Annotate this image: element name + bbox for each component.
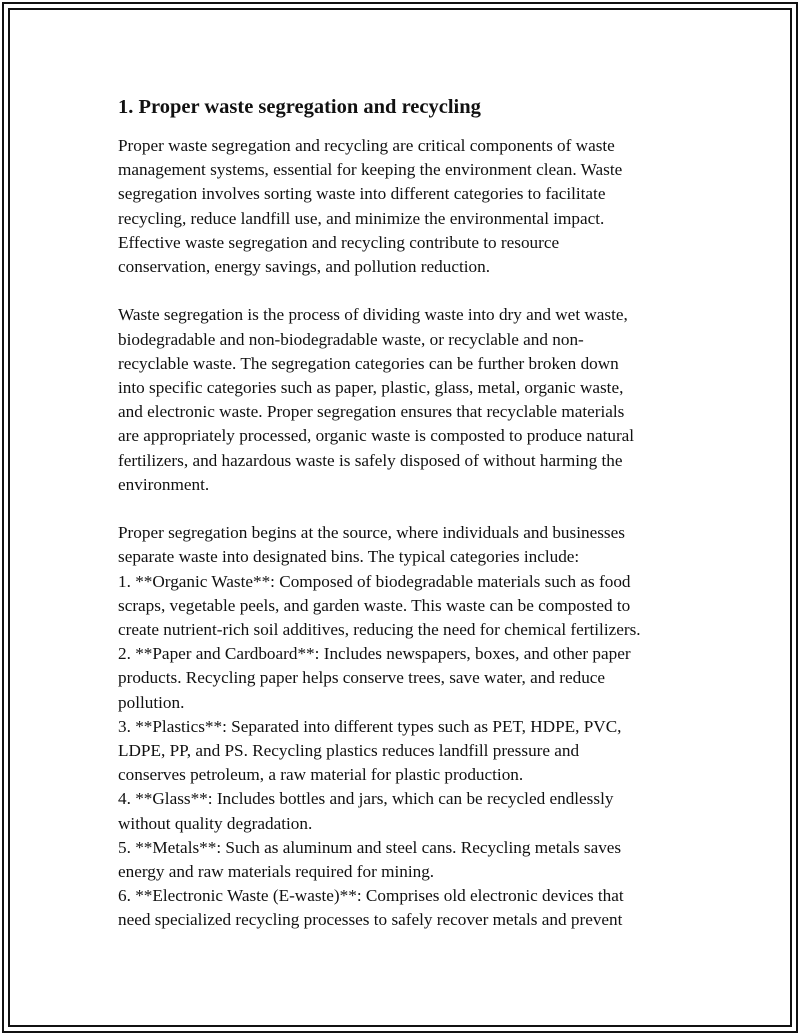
list-item-glass: 4. **Glass**: Includes bottles and jars, which can be recycled endlessly bbox=[118, 789, 614, 809]
paragraph-intro bbox=[118, 134, 698, 279]
text-line: segregation involves sorting waste into different categories to facilitate bbox=[118, 184, 606, 204]
text-line: Effective waste segregation and recycling contribute to resource bbox=[118, 232, 560, 252]
text-line: Proper segregation begins at the source, where individuals and businesses bbox=[118, 523, 625, 543]
text-line: conserves petroleum, a raw material for plastic production. bbox=[118, 765, 524, 785]
text-line: scraps, vegetable peels, and garden waste. This waste can be composted to bbox=[118, 595, 631, 615]
text-line: pollution. bbox=[118, 692, 185, 712]
text-line: products. Recycling paper helps conserve trees, save water, and reduce bbox=[118, 668, 606, 688]
text-line: are appropriately processed, organic waste is composted to produce natural bbox=[118, 426, 635, 446]
text-line: conservation, energy savings, and pollution reduction. bbox=[118, 257, 490, 277]
text-line: LDPE, PP, and PS. Recycling plastics reduces landfill pressure and bbox=[118, 741, 580, 761]
text-line: fertilizers, and hazardous waste is safely disposed of without harming the bbox=[118, 450, 623, 470]
text-line: environment. bbox=[118, 474, 210, 494]
text-line: without quality degradation. bbox=[118, 813, 313, 833]
text-line: into specific categories such as paper, plastic, glass, metal, organic waste, bbox=[118, 378, 624, 398]
document-body bbox=[118, 94, 698, 933]
section-heading: 1. Proper waste segregation and recycling bbox=[118, 96, 481, 118]
list-item-metals: 5. **Metals**: Such as aluminum and steel cans. Recycling metals saves bbox=[118, 837, 622, 857]
list-item-organic: 1. **Organic Waste**: Composed of biodegradable materials such as food bbox=[118, 571, 631, 591]
text-line: management systems, essential for keeping the environment clean. Waste bbox=[118, 160, 623, 180]
paragraph-segregation-definition bbox=[118, 303, 698, 497]
text-line: and electronic waste. Proper segregation ensures that recyclable materials bbox=[118, 402, 625, 422]
text-line: need specialized recycling processes to safely recover metals and prevent bbox=[118, 910, 623, 930]
paragraph-categories bbox=[118, 521, 698, 932]
list-item-plastics: 3. **Plastics**: Separated into different types such as PET, HDPE, PVC, bbox=[118, 716, 622, 736]
text-line: Proper waste segregation and recycling are critical components of waste bbox=[118, 136, 615, 155]
text-line: Waste segregation is the process of dividing waste into dry and wet waste, bbox=[118, 305, 628, 325]
list-item-paper: 2. **Paper and Cardboard**: Includes newspapers, boxes, and other paper bbox=[118, 644, 631, 664]
text-line: separate waste into designated bins. The typical categories include: bbox=[118, 547, 580, 567]
list-item-ewaste: 6. **Electronic Waste (E-waste)**: Comprises old electronic devices that bbox=[118, 886, 624, 906]
text-line: create nutrient-rich soil additives, reducing the need for chemical fertilizers. bbox=[118, 620, 641, 640]
text-line: biodegradable and non-biodegradable waste, or recyclable and non- bbox=[118, 329, 584, 349]
text-line: energy and raw materials required for mining. bbox=[118, 862, 435, 882]
text-line: recycling, reduce landfill use, and minimize the environmental impact. bbox=[118, 208, 605, 228]
text-line: recyclable waste. The segregation categories can be further broken down bbox=[118, 353, 619, 373]
